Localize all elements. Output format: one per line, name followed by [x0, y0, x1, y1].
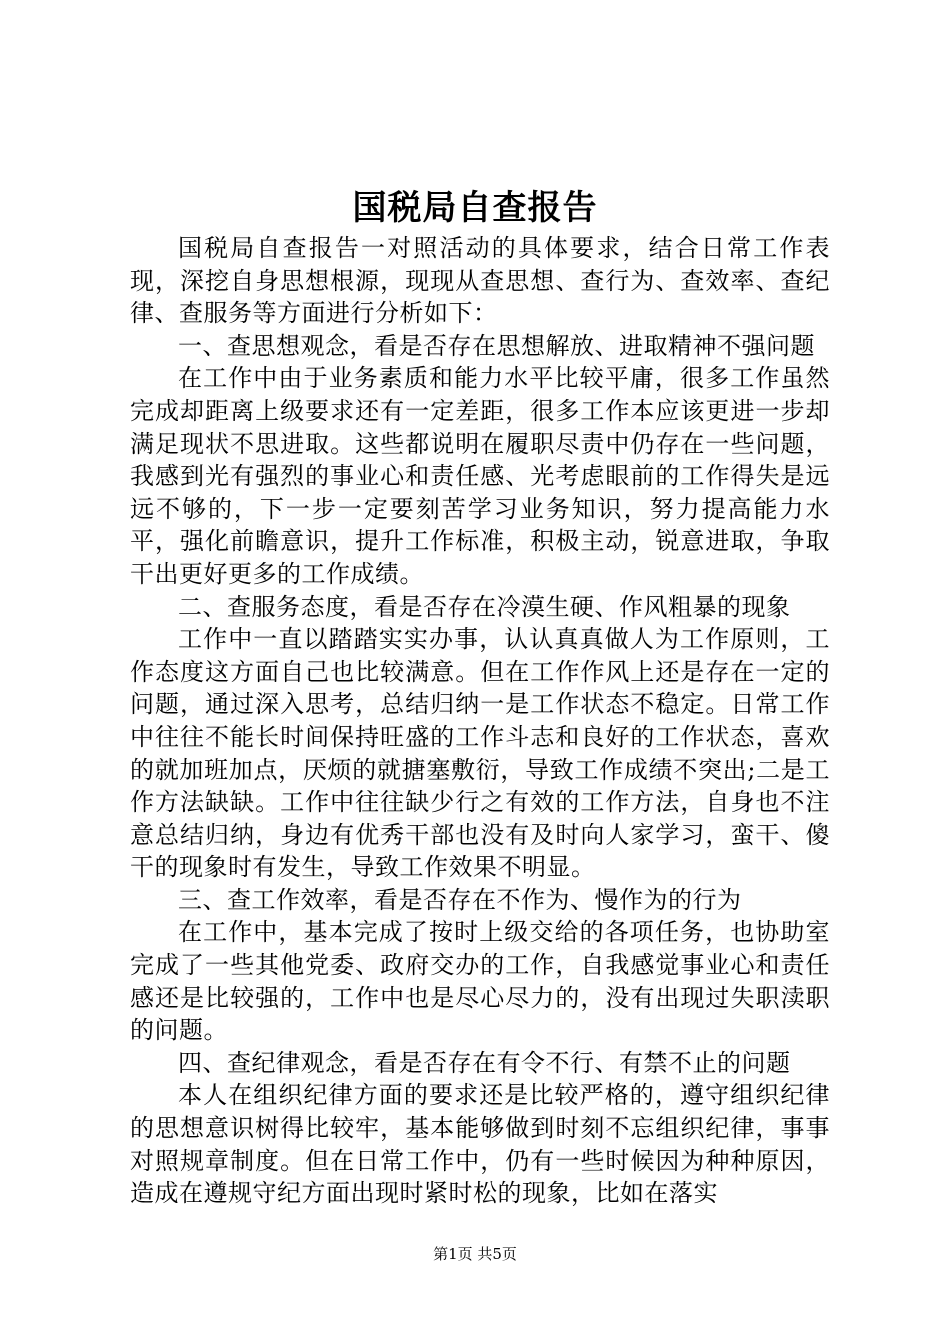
intro-paragraph: 国税局自查报告一对照活动的具体要求，结合日常工作表现，深挖自身思想根源，现现从查思想、查行为、查效率、查纪律、查服务等方面进行分析如下：: [130, 234, 830, 328]
section-heading-4: 四、查纪律观念，看是否存在有令不行、有禁不止的问题: [178, 1048, 791, 1077]
section-paragraph-4: 本人在组织纪律方面的要求还是比较严格的，遵守组织纪律的思想意识树得比较牢，基本能够做到时刻不忘组织纪律，事事对照规章制度。但在日常工作中，仍有一些时候因为种种原因，造成在遵规守纪方面出现时紧时松的现象，比如在落实: [130, 1081, 830, 1208]
section-paragraph-2: 工作中一直以踏踏实实办事，认认真真做人为工作原则，工作态度这方面自己也比较满意。但在工作作风上还是存在一定的问题，通过深入思考，总结归纳一是工作状态不稳定。日常工作中往往不能长时间保持旺盛的工作斗志和良好的工作状态，喜欢的就加班加点，厌烦的就搪塞敷衍，导致工作成绩不突出;二是工作方法缺缺。工作中往往缺少行之有效的工作方法，自身也不注意总结归纳，身边有优秀干部也没有及时向人家学习，蛮干、傻干的现象时有发生，导致工作效果不明显。: [130, 625, 830, 882]
section-heading-1: 一、查思想观念，看是否存在思想解放、进取精神不强问题: [178, 331, 815, 360]
section-paragraph-3: 在工作中，基本完成了按时上级交给的各项任务，也协助室完成了一些其他党委、政府交办的工作，自我感觉事业心和责任感还是比较强的，工作中也是尽心尽力的，没有出现过失职渎职的问题。: [130, 918, 830, 1045]
document-title: 国税局自查报告: [352, 188, 598, 228]
page-number-footer: 第1页 共5页: [433, 1245, 517, 1263]
document-body: [130, 232, 830, 1210]
section-heading-3: 三、查工作效率，看是否存在不作为、慢作为的行为: [178, 885, 742, 914]
section-heading-2: 二、查服务态度，看是否存在冷漠生硬、作风粗暴的现象: [178, 592, 791, 621]
section-paragraph-1: 在工作中由于业务素质和能力水平比较平庸，很多工作虽然完成却距离上级要求还有一定差距，很多工作本应该更进一步却满足现状不思进取。这些都说明在履职尽责中仍存在一些问题，我感到光有强烈的事业心和责任感、光考虑眼前的工作得失是远远不够的，下一步一定要刻苦学习业务知识，努力提高能力水平，强化前瞻意识，提升工作标准，积极主动，锐意进取，争取干出更好更多的工作成绩。: [130, 364, 830, 588]
